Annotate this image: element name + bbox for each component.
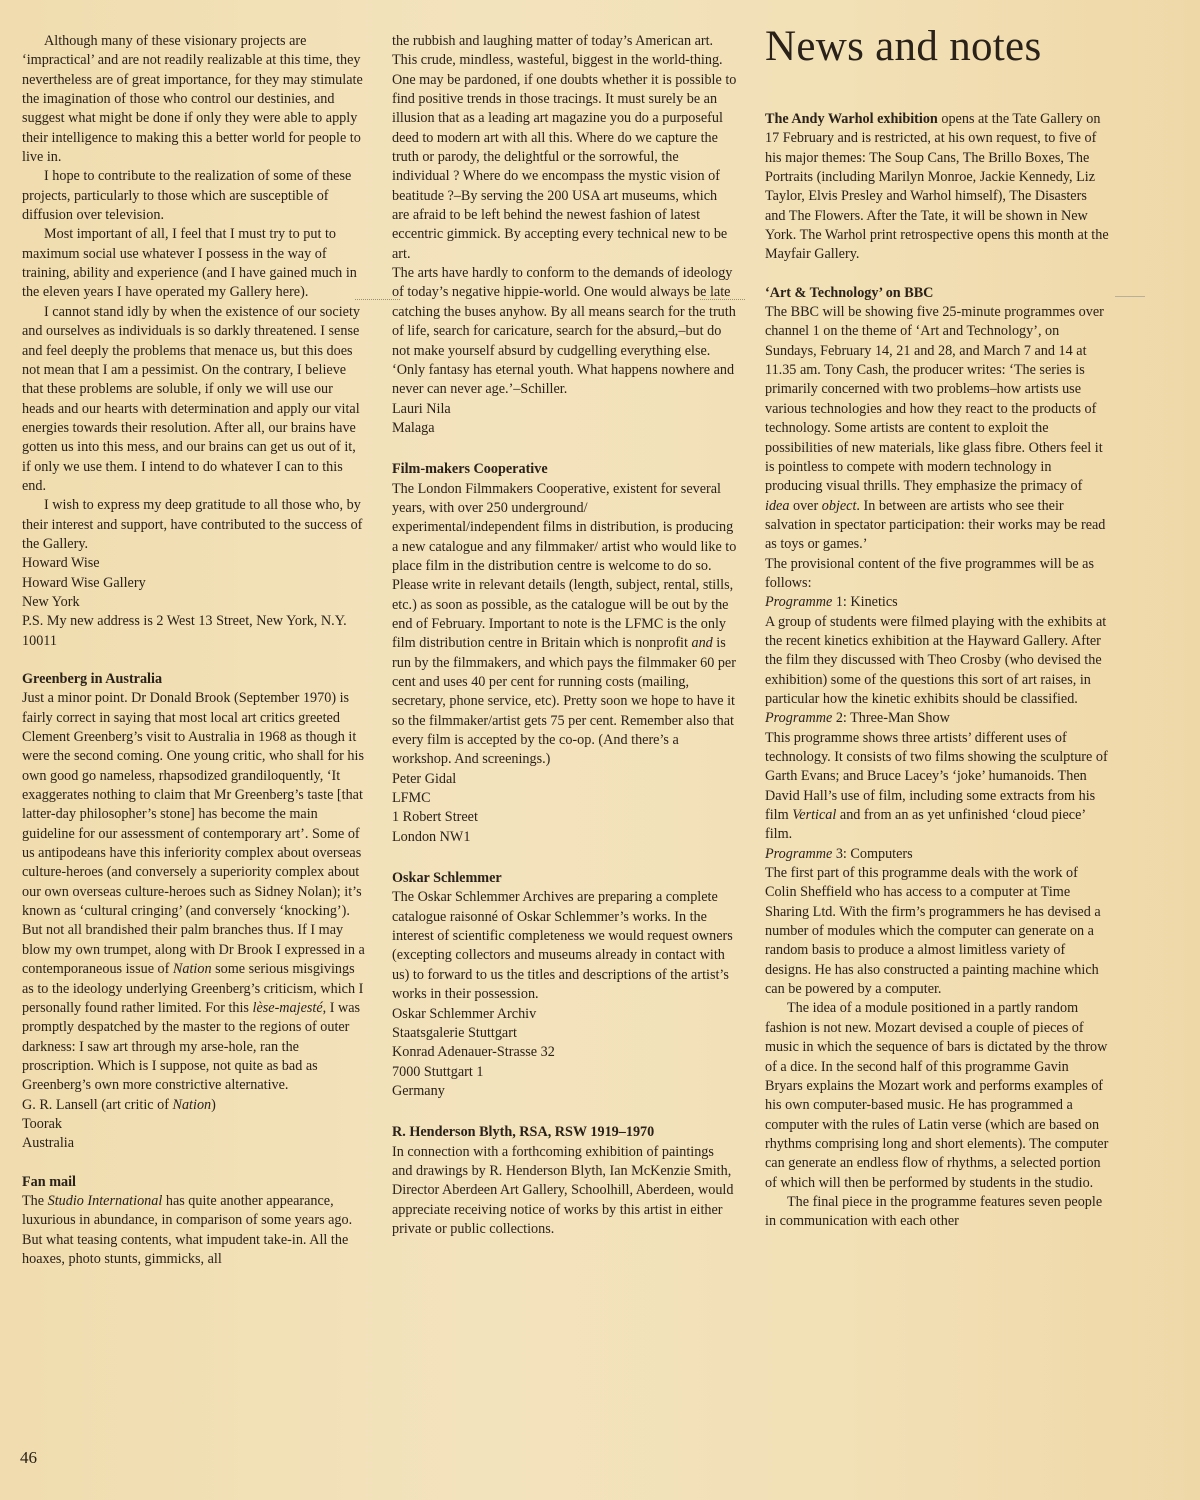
signature-line: Malaga <box>392 419 435 436</box>
spacer <box>392 847 737 869</box>
italic-run: Vertical <box>792 807 837 824</box>
signature-line: London NW1 <box>392 828 471 845</box>
paragraph: I hope to contribute to the realization of some of these projects, particularly to those which are susceptible of diffusion over television. <box>22 168 352 224</box>
spacer <box>392 438 737 460</box>
section-heading: Greenberg in Australia <box>22 671 163 687</box>
paragraph <box>765 110 1110 265</box>
paragraph: the rubbish and laughing matter of today’s American art. This crude, mindless, wasteful, biggest in the world-thing. One may be pardoned, if one doubts whether it is possible to find positive trends in those tracings. It must surely be an illusion that as a leading art magazine you do a purposeful deed to modern art with all this. Where do we capture the truth or parody, the delightful or the sorrowful, the individual ? Where do we encompass the mystic vision of beatitude ?–By serving the 200 USA art museums, which are afraid to be left behind the newest fashion of latest eccentric gimmick. By accepting every technical new to be art. <box>392 33 737 262</box>
signature-line: New York <box>22 593 80 610</box>
spacer <box>765 265 1110 284</box>
text-run: has quite another appearance, luxurious in abundance, in comparison of some years ago. <box>22 1192 353 1229</box>
paragraph <box>392 480 737 770</box>
signature-line: Germany <box>392 1082 445 1099</box>
italic-run: and <box>691 635 713 652</box>
text-run: and from an as yet unfinished ‘cloud piece’ film. <box>765 807 1086 843</box>
letter-oskar-schlemmer <box>392 869 737 1101</box>
section-heading: R. Henderson Blyth, RSA, RSW 1919–1970 <box>392 1124 655 1141</box>
paragraph: The idea of a module positioned in a partly random fashion is not new. Mozart devised a couple of pieces of music in which the sequence of bars is dictated by the throw of a dice. In the second half of this programme Gavin Bryars explains the Mozart work and performs examples of his own computer-based music. He has programmed a computer with the rules of Latin verse (which are based on rhythms comprising long and short elements). The computer can generate an endless flow of rhythms, a selected portion of which will then be performed by students in the studio. <box>765 1000 1109 1191</box>
signature-line: Howard Wise Gallery <box>22 574 146 591</box>
signature-line: Staatsgalerie Stuttgart <box>392 1024 517 1041</box>
text-run: some serious misgivings as to the ideology underlying Greenberg’s criticism, which I personally found rather limited. For this <box>22 961 364 1016</box>
column-3 <box>765 24 1110 1232</box>
signature-line <box>22 1096 367 1115</box>
text-run: is run by the filmmakers, and which pays the filmmaker 60 per cent and uses 40 per cent for running costs (mailing, secretary, phone service, etc). Pretty soon we hope to have it so the filmmaker/artist gets 75 per cent. Remember also that every film is accepted by the co-op. (And there’s a workshop. And screenings.) <box>392 635 736 768</box>
paragraph: Most important of all, I feel that I must try to put to maximum social use whatever I possess in the way of training, ability and experience (and I have gained much in the eleven years I have operated my Gallery here). <box>22 226 357 301</box>
text-run: opens at the Tate Gallery on 17 February and is restricted, at his own request, to five of his major themes: The Soup Cans, The Brillo Boxes, The Portraits (including Marilyn Monroe, Jackie Kennedy, Liz Taylor, Elvis Presley and Warhol himself), The Disasters and The Flowers. After the Tate, it will be shown in New York. The Warhol print retrospective opens this month at the Mayfair Gallery. <box>765 111 1109 263</box>
italic-run: Programme <box>765 594 833 611</box>
signature-line: Peter Gidal <box>392 770 457 787</box>
paragraph <box>765 303 1110 554</box>
paragraph: The arts have hardly to conform to the demands of ideology of today’s negative hippie-world. One would always be late catching the buses anyhow. By all means search for the truth of life, search for caricature, search for the absurd,–but do not make yourself absurd by cudgelling everything else. <box>392 265 736 359</box>
italic-run: object <box>821 497 857 514</box>
paragraph <box>22 689 367 1095</box>
letter-film-makers <box>392 460 737 847</box>
text-run: The BBC will be showing five 25-minute programmes over channel 1 on the theme of ‘Art and Technology’, on Sundays, February 14, 21 and 28, and March 7 and 14 at 11.35 am. Tony Cash, the producer writes: ‘The series is primarily concerned with two problems–how artists use various technologies and how they react to the products of technology. Some artists are content to exploit the possibilities of new materials, like glass fibre. Others feel it is pointless to compete with modern technology in producing visual thrills. They emphasize the primacy of <box>765 304 1104 495</box>
section-heading: Fan mail <box>22 1173 76 1190</box>
text-run: 1: Kinetics <box>832 594 898 611</box>
spacer <box>22 651 367 670</box>
bold-run: The Andy Warhol exhibition <box>765 111 938 127</box>
italic-run: Programme <box>765 845 833 862</box>
section-heading: ‘Art & Technology’ on BBC <box>765 284 934 301</box>
paragraph: The provisional content of the five programmes will be as follows: <box>765 555 1094 591</box>
programme-title <box>765 845 1110 864</box>
signature-line: Toorak <box>22 1115 62 1132</box>
italic-run: idea <box>765 497 790 514</box>
text-run: The <box>22 1192 48 1209</box>
column-1 <box>22 32 367 1269</box>
paragraph: I cannot stand idly by when the existence of our society and ourselves as individuals is so darkly threatened. I sense and feel deeply the problems that menace us, but this does not mean that I am a pessimist. On the contrary, I believe that these problems are soluble, if only we will use our heads and our hearts with determination and apply our vital energies towards their resolution. After all, our brains have gotten us into this mess, and our brains can get us out of it, if only we use them. I intend to do whatever I can to this end. <box>22 303 360 494</box>
text-run: ) <box>211 1096 216 1113</box>
spacer <box>22 1154 367 1173</box>
signature-line: Lauri Nila <box>392 400 451 417</box>
letter-fan-mail <box>22 1173 367 1270</box>
section-heading: Oskar Schlemmer <box>392 870 502 887</box>
spacer <box>765 70 1110 110</box>
text-run: . In between are artists who see their salvation in spectator participation: their works may be read as toys or games.’ <box>765 497 1106 553</box>
signature-line: LFMC <box>392 790 431 807</box>
signature-line: 7000 Stuttgart 1 <box>392 1063 484 1080</box>
paragraph <box>22 1192 367 1231</box>
text-run: Just a minor point. Dr Donald Brook (September 1970) is fairly correct in saying that most local art critics greeted Clement Greenberg’s visit to Australia in 1968 as though it were the second coming. One young critic, who shall for his own good go nameless, rhapsodized grandiloquently, ‘It exaggerates nothing to claim that Mr Greenberg’s taste [that latter-day philosopher’s stone] has become the main guideline for our assessment of contemporary art’. Some of us antipodeans have this inferiority complex about overseas culture-heroes (and conversely a superiority complex about our own overseas culture-heroes such as Sidney Nolan); it’s known as ‘cultural cringing’ (and conversely ‘knocking’). But not all brandished their palm branches thus. If I may blow my own trumpet, along with Dr Brook I expressed in a contemporaneous issue of <box>22 690 365 978</box>
section-heading: Film-makers Cooperative <box>392 461 548 478</box>
fold-rule-right <box>1115 296 1145 297</box>
page-number: 46 <box>20 1448 37 1467</box>
postscript: P.S. My new address is 2 West 13 Street, New York, N.Y. 10011 <box>22 613 347 649</box>
letter-wise <box>22 32 367 651</box>
spacer <box>392 1101 737 1123</box>
paragraph: The final piece in the programme features seven people in communication with each other <box>765 1193 1103 1230</box>
text-run: over <box>789 497 822 514</box>
page-title: News and notes <box>765 23 1042 70</box>
signature-line: Oskar Schlemmer Archiv <box>392 1005 537 1022</box>
italic-run: Studio International <box>47 1192 163 1209</box>
text-run: This programme shows three artists’ different uses of technology. It consists of two films showing the sculpture of Garth Evans; and Bruce Lacey’s ‘joke’ humanoids. Then David Hall’s use of film, including some extracts from his film <box>765 729 1108 824</box>
signature-line: Konrad Adenauer-Strasse 32 <box>392 1044 555 1061</box>
paragraph: But what teasing contents, what impudent take-in. All the hoaxes, photo stunts, gimmicks, all <box>22 1231 349 1267</box>
column-2 <box>392 32 737 1239</box>
italic-run: Programme <box>765 710 833 727</box>
paragraph <box>765 729 1110 845</box>
letter-greenberg <box>22 670 367 1154</box>
paragraph: A group of students were filmed playing with the exhibits at the recent kinetics exhibition at the Hayward Gallery. After the film they discussed with Theo Crosby (who devised the exhibition) some of the questions this sort of art raises, in particular how the kinetic exhibits should be classified. <box>765 613 1107 707</box>
letter-henderson-blyth <box>392 1123 737 1239</box>
italic-run: lèse-majesté <box>252 999 323 1016</box>
signature-line: Australia <box>22 1135 75 1152</box>
signature-line: 1 Robert Street <box>392 809 478 826</box>
paragraph: Although many of these visionary projects are ‘impractical’ and are not readily realizable at this time, they nevertheless are of great importance, for they may stimulate the imagination of those who control our destinies, and suggest what might be done if only they were able to apply their intelligence to making this a better world for people to live in. <box>22 33 363 166</box>
signature-line: Howard Wise <box>22 555 100 572</box>
text-run: , I was promptly despatched by the master to the regions of outer darkness: I saw art through my arse-hole, ran the proscription. Which is I suppose, not quite as bad as Greenberg’s own more constrictive alternative. <box>22 999 361 1094</box>
paragraph: The Oskar Schlemmer Archives are preparing a complete catalogue raisonné of Oskar Schlemmer’s works. In the interest of scientific completeness we would request owners (excepting collectors and museums already in contact with us) to forward to us the titles and descriptions of the artist’s works in their possession. <box>392 889 733 1003</box>
quote: ‘Only fantasy has eternal youth. What happens nowhere and never can never age.’–Schiller. <box>392 361 735 398</box>
programme-title <box>765 709 1110 728</box>
italic-run: Nation <box>172 961 212 978</box>
text-run: 3: Computers <box>832 845 913 862</box>
programme-title <box>765 593 1110 612</box>
paragraph: In connection with a forthcoming exhibition of paintings and drawings by R. Henderson Blyth, Ian McKenzie Smith, Director Aberdeen Art Gallery, Schoolhill, Aberdeen, would appreciate receiving notice of works by this artist in either private or public collections. <box>392 1143 734 1237</box>
text-run: The London Filmmakers Cooperative, existent for several years, with over 250 underground/ experimental/independent films in distribution, is producing a new catalogue and any filmmaker/ artist who would like to place film in the distribution centre is welcome to do so. Please write in relevant details (length, subject, rental, stills, etc.) as soon as possible, as the catalogue will be out by the end of February. Important to note is the LFMC is the only film distribution centre in Britain which is nonprofit <box>392 480 737 652</box>
text-run: 2: Three-Man Show <box>832 710 950 727</box>
paragraph: I wish to express my deep gratitude to all those who, by their interest and support, have contributed to the success of the Gallery. <box>22 497 363 552</box>
paragraph: The first part of this programme deals with the work of Colin Sheffield who has access to a computer at Time Sharing Ltd. With the firm’s programmers he has devised a number of modules which the computer can generate on a random basis to produce a almost limitless variety of designs. He has also constructed a painting machine which can be powered by a computer. <box>765 865 1101 998</box>
italic-run: Nation <box>172 1096 212 1113</box>
text-run: G. R. Lansell (art critic of <box>22 1096 173 1113</box>
